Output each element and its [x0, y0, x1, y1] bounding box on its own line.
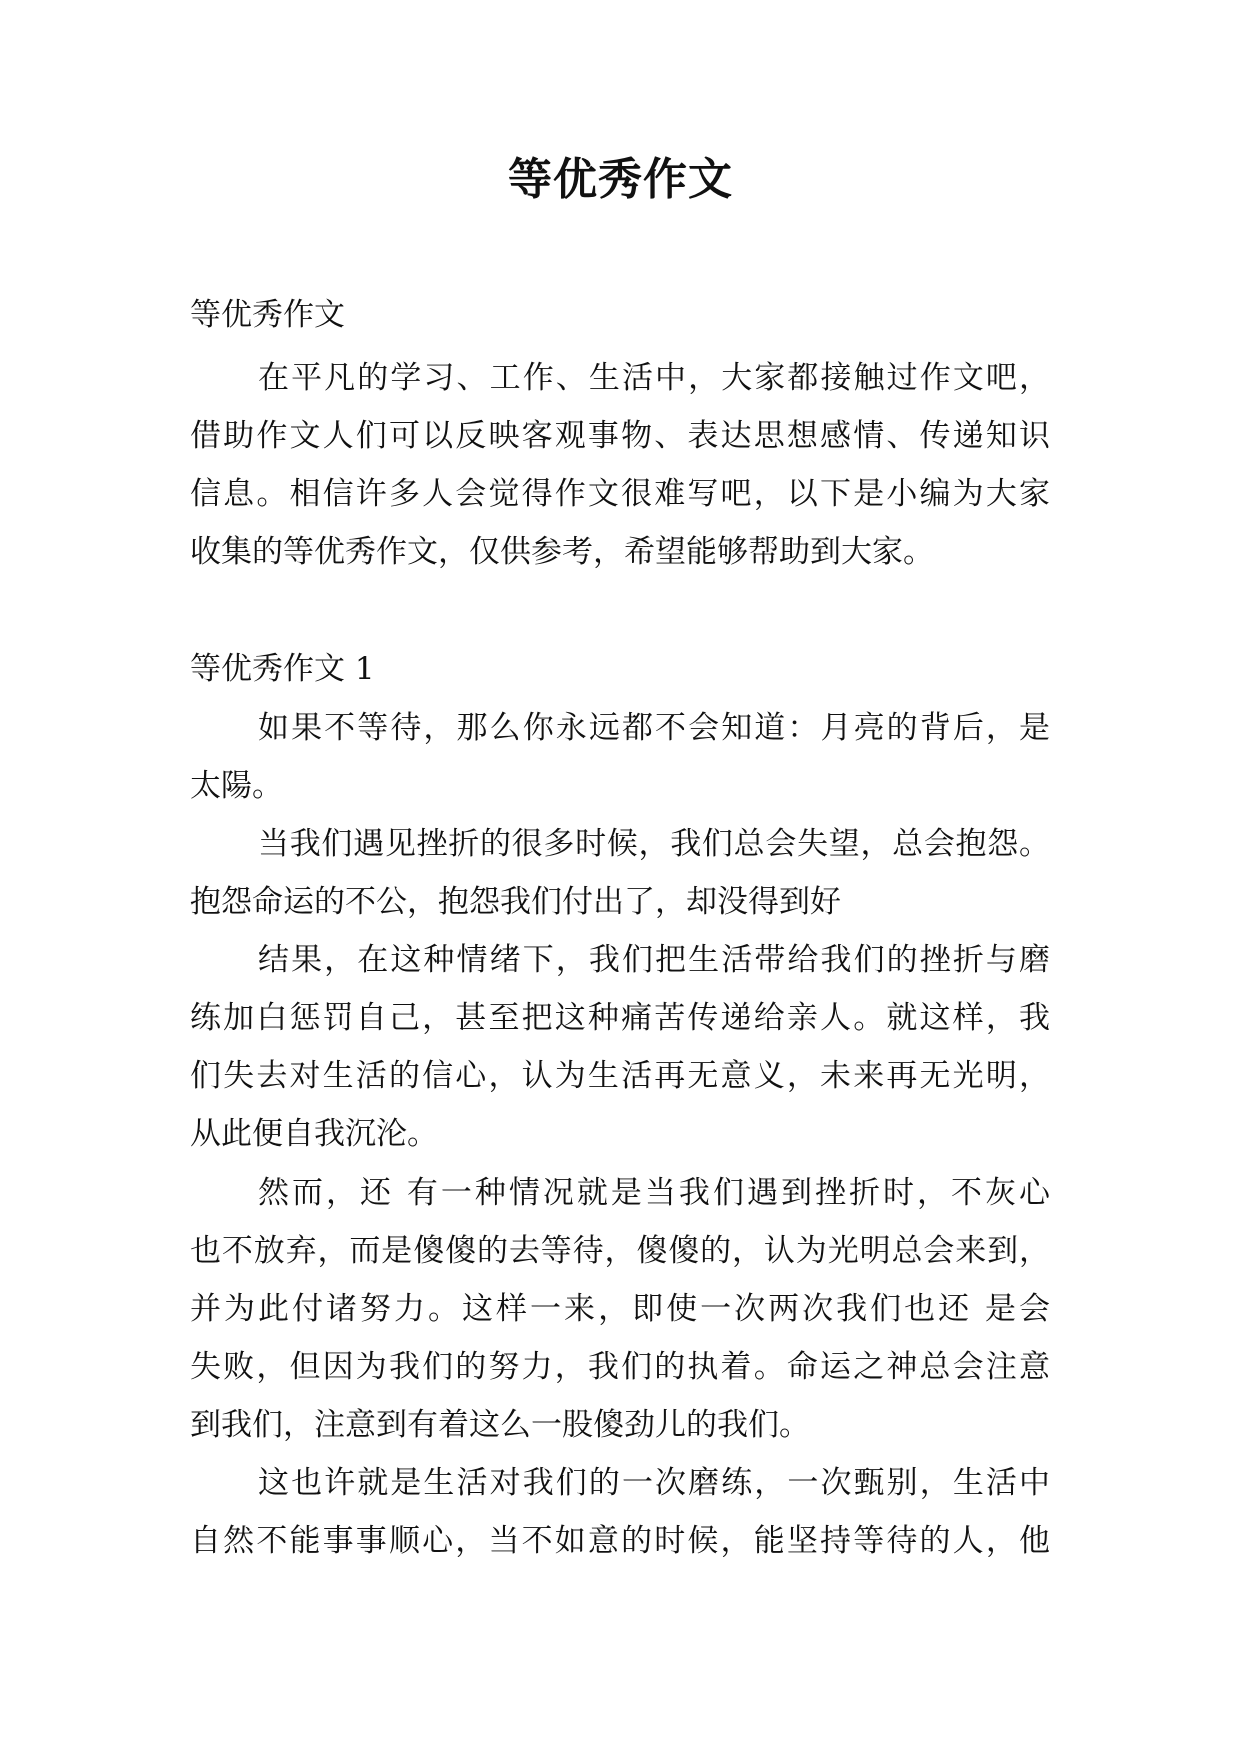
paragraph-line: 当我们遇见挫折的很多时候，我们总会失望，总会抱怨。: [258, 826, 1050, 862]
paragraph-line: 练加白惩罚自己，甚至把这种痛苦传递给亲人。就这样，我: [190, 1000, 1050, 1036]
paragraph-line: 然而，还 有一种情况就是当我们遇到挫折时，不灰心: [258, 1175, 1050, 1211]
paragraph-line: 们失去对生活的信心，认为生活再无意义，未来再无光明，: [190, 1058, 1050, 1094]
paragraph-line: 在平凡的学习、工作、生活中，大家都接触过作文吧，: [258, 360, 1050, 396]
paragraph-line: 并为此付诸努力。这样一来，即使一次两次我们也还 是会: [190, 1291, 1050, 1327]
paragraph-line: 失败，但因为我们的努力，我们的执着。命运之神总会注意: [190, 1349, 1050, 1385]
paragraph-line: 到我们，注意到有着这么一股傻劲儿的我们。: [190, 1407, 810, 1443]
paragraph-line: 信息。相信许多人会觉得作文很难写吧，以下是小编为大家: [190, 476, 1050, 512]
paragraph-line: 太陽。: [190, 768, 283, 804]
paragraph-line: 如果不等待，那么你永远都不会知道：月亮的背后，是: [258, 710, 1050, 746]
paragraph-line: 收集的等优秀作文，仅供参考，希望能够帮助到大家。: [190, 534, 934, 570]
page-title: 等优秀作文: [508, 154, 733, 205]
paragraph-line: 从此便自我沉沦。: [190, 1116, 438, 1152]
subtitle: 等优秀作文: [190, 297, 345, 333]
paragraph-line: 这也许就是生活对我们的一次磨练，一次甄别，生活中: [258, 1465, 1050, 1501]
paragraph-line: 也不放弃，而是傻傻的去等待，傻傻的，认为光明总会来到，: [190, 1233, 1050, 1269]
paragraph-line: 借助作文人们可以反映客观事物、表达思想感情、传递知识: [190, 418, 1050, 454]
paragraph-line: 自然不能事事顺心，当不如意的时候，能坚持等待的人，他: [190, 1523, 1050, 1559]
paragraph-line: 结果，在这种情绪下，我们把生活带给我们的挫折与磨: [258, 942, 1050, 978]
paragraph-line: 抱怨命运的不公，抱怨我们付出了，却没得到好: [190, 884, 841, 920]
section-heading: 等优秀作文 1: [190, 651, 375, 687]
